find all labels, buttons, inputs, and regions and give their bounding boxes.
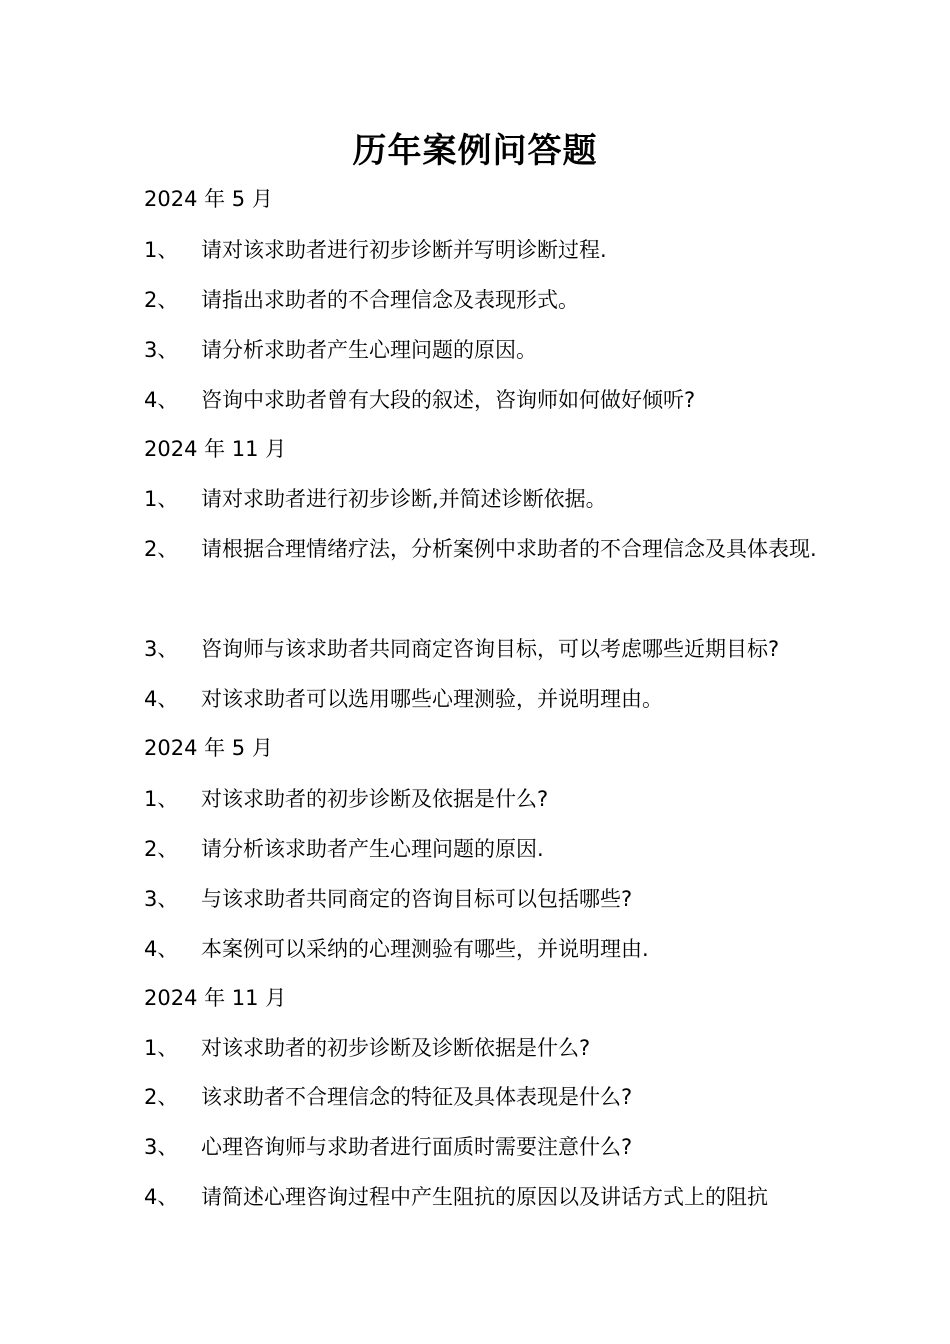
section-date: 2024 年 11 月: [144, 437, 287, 461]
question-text: 该求助者不合理信念的特征及具体表现是什么?: [201, 1085, 633, 1109]
question-number: 2、: [144, 1085, 179, 1109]
question-number: 4、: [144, 1185, 179, 1209]
question-text: 对该求助者的初步诊断及诊断依据是什么?: [201, 1036, 591, 1060]
question-text: 请根据合理情绪疗法，分析案例中求助者的不合理信念及具体表现.: [201, 537, 817, 561]
question-text: 请简述心理咨询过程中产生阻抗的原因以及讲话方式上的阻抗: [201, 1185, 768, 1209]
section-date: 2024 年 5 月: [144, 187, 273, 211]
question-number: 3、: [144, 338, 179, 362]
question-number: 2、: [144, 537, 179, 561]
question-text: 与该求助者共同商定的咨询目标可以包括哪些?: [201, 887, 633, 911]
question-text: 咨询师与该求助者共同商定咨询目标，可以考虑哪些近期目标?: [201, 637, 780, 661]
question-text: 请分析该求助者产生心理问题的原因.: [201, 837, 544, 861]
question-number: 4、: [144, 937, 179, 961]
question-number: 4、: [144, 687, 179, 711]
question-text: 请对该求助者进行初步诊断并写明诊断过程.: [201, 238, 607, 262]
section-date: 2024 年 11 月: [144, 986, 287, 1010]
question-number: 4、: [144, 388, 179, 412]
question-number: 1、: [144, 487, 179, 511]
question-text: 本案例可以采纳的心理测验有哪些，并说明理由.: [201, 937, 649, 961]
question-number: 3、: [144, 637, 179, 661]
question-text: 咨询中求助者曾有大段的叙述，咨询师如何做好倾听?: [201, 388, 696, 412]
question-number: 2、: [144, 288, 179, 312]
question-number: 3、: [144, 887, 179, 911]
question-number: 3、: [144, 1135, 179, 1159]
question-text: 请指出求助者的不合理信念及表现形式。: [201, 288, 579, 312]
page-title: 历年案例问答题: [352, 131, 598, 171]
question-number: 1、: [144, 238, 179, 262]
question-text: 对该求助者的初步诊断及依据是什么?: [201, 787, 549, 811]
section-date: 2024 年 5 月: [144, 736, 273, 760]
question-number: 1、: [144, 787, 179, 811]
question-text: 心理咨询师与求助者进行面质时需要注意什么?: [201, 1135, 633, 1159]
question-number: 1、: [144, 1036, 179, 1060]
question-number: 2、: [144, 837, 179, 861]
question-text: 请对求助者进行初步诊断,并简述诊断依据。: [201, 487, 607, 511]
question-text: 对该求助者可以选用哪些心理测验，并说明理由。: [201, 687, 663, 711]
question-text: 请分析求助者产生心理问题的原因。: [201, 338, 537, 362]
